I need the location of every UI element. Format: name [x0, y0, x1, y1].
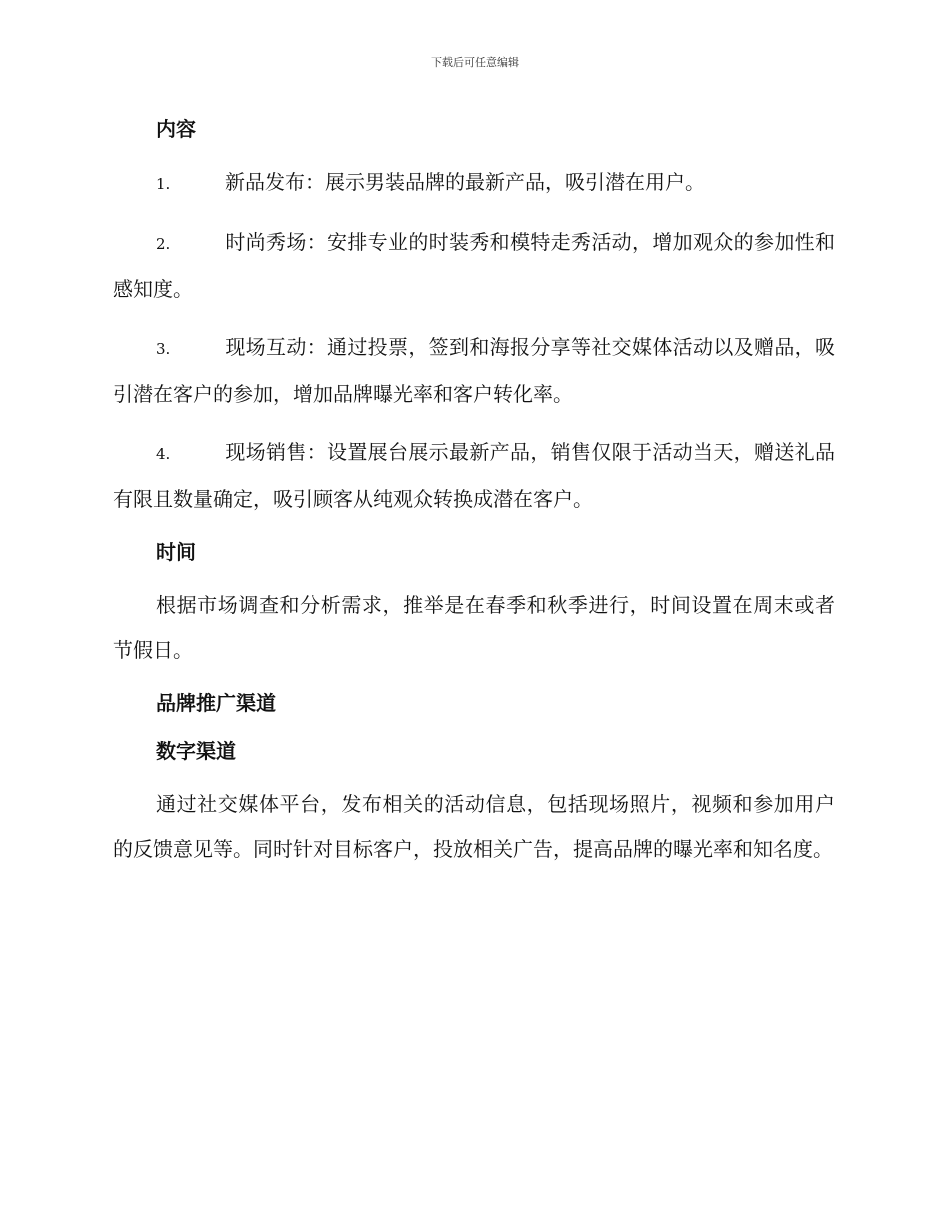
- list-item-text: 现场互动：通过投票，签到和海报分享等社交媒体活动以及赠品，吸引潜在客户的参加，增加品牌曝光率和客户转化率。: [113, 335, 835, 406]
- list-item-number: 2.: [156, 235, 171, 253]
- section-heading-digital: 数字渠道: [156, 739, 236, 763]
- list-item-text: 时尚秀场：安排专业的时装秀和模特走秀活动，增加观众的参加性和感知度。: [113, 230, 835, 301]
- digital-paragraph: 通过社交媒体平台，发布相关的活动信息，包括现场照片，视频和参加用户的反馈意见等。同时针对目标客户，投放相关广告，提高品牌的曝光率和知名度。: [113, 792, 835, 861]
- list-item-number: 4.: [156, 445, 171, 463]
- header-note: 下载后可任意编辑: [431, 56, 519, 69]
- section-heading-content: 内容: [156, 117, 196, 141]
- list-item-number: 1.: [156, 175, 171, 193]
- section-heading-channels: 品牌推广渠道: [156, 691, 276, 715]
- section-heading-time: 时间: [156, 540, 196, 564]
- list-item: [113, 325, 835, 417]
- list-item: [113, 430, 835, 522]
- list-item-number: 3.: [156, 340, 171, 358]
- list-item-text: 现场销售：设置展台展示最新产品，销售仅限于活动当天，赠送礼品有限且数量确定，吸引顾客从纯观众转换成潜在客户。: [113, 440, 835, 511]
- document-body: [113, 112, 835, 885]
- time-paragraph: 根据市场调查和分析需求，推举是在春季和秋季进行，时间设置在周末或者节假日。: [113, 593, 835, 662]
- list-item: [113, 160, 835, 207]
- list-item: [113, 220, 835, 312]
- list-item-text: 新品发布：展示男装品牌的最新产品，吸引潜在用户。: [225, 170, 705, 194]
